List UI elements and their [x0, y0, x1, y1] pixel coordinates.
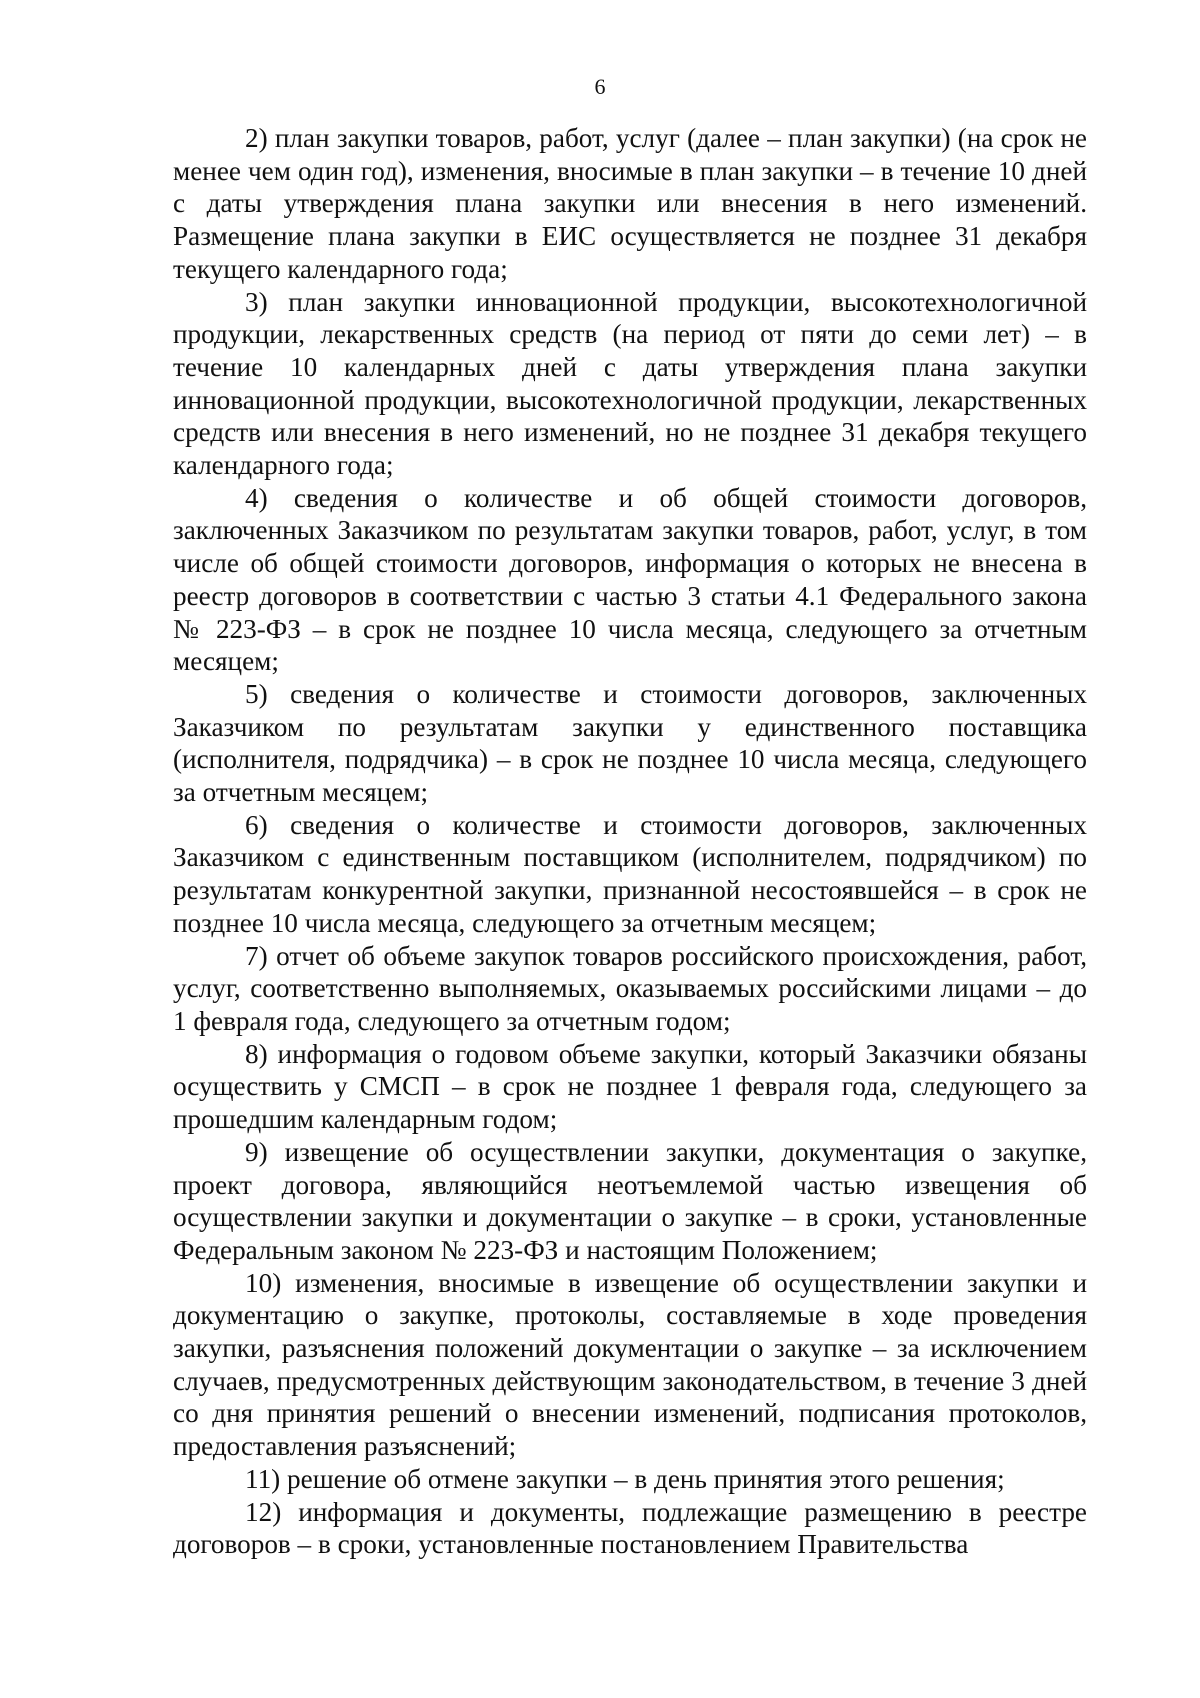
paragraph-item-12: 12) информация и документы, подлежащие размещению в реестре договоров – в сроки, установленные постановлением Правительства	[173, 1496, 1087, 1560]
paragraph-item-6: 6) сведения о количестве и стоимости договоров, заключенных Заказчиком с единственным поставщиком (исполнителем, подрядчиком) по результатам конкурентной закупки, признанной несостоявшейся – в срок не позднее 10 числа месяца, следующего за отчетным месяцем;	[173, 809, 1087, 938]
document-body	[173, 122, 1087, 1561]
paragraph-item-8: 8) информация о годовом объеме закупки, который Заказчики обязаны осуществить у СМСП – в срок не позднее 1 февраля года, следующего за прошедшим календарным годом;	[173, 1038, 1087, 1135]
page-number: 6	[594, 74, 606, 99]
paragraph-item-10: 10) изменения, вносимые в извещение об осуществлении закупки и документацию о закупке, протоколы, составляемые в ходе проведения закупки, разъяснения положений документации о закупке – за исключением случаев, предусмотренных действующим законодательством, в течение 3 дней со дня принятия решений о внесении изменений, подписания протоколов, предоставления разъяснений;	[173, 1267, 1087, 1462]
paragraph-item-9: 9) извещение об осуществлении закупки, документация о закупке, проект договора, являющийся неотъемлемой частью извещения об осуществлении закупки и документации о закупке – в сроки, установленные Федеральным законом № 223-ФЗ и настоящим Положением;	[173, 1136, 1087, 1265]
paragraph-item-3: 3) план закупки инновационной продукции, высокотехнологичной продукции, лекарственных средств (на период от пяти до семи лет) – в течение 10 календарных дней с даты утверждения плана закупки инновационной продукции, высокотехнологичной продукции, лекарственных средств или внесения в него изменений, но не позднее 31 декабря текущего календарного года;	[173, 286, 1087, 481]
paragraph-item-11: 11) решение об отмене закупки – в день принятия этого решения;	[245, 1463, 1005, 1494]
paragraph-item-4: 4) сведения о количестве и об общей стоимости договоров, заключенных Заказчиком по результатам закупки товаров, работ, услуг, в том числе об общей стоимости договоров, информация о которых не внесена в реестр договоров в соответствии с частью 3 статьи 4.1 Федерального закона № 223-ФЗ – в срок не позднее 10 числа месяца, следующего за отчетным месяцем;	[173, 482, 1087, 677]
paragraph-item-2: 2) план закупки товаров, работ, услуг (далее – план закупки) (на срок не менее чем один год), изменения, вносимые в план закупки – в течение 10 дней с даты утверждения плана закупки или внесения в него изменений. Размещение плана закупки в ЕИС осуществляется не позднее 31 декабря текущего календарного года;	[173, 123, 1087, 284]
paragraph-item-5: 5) сведения о количестве и стоимости договоров, заключенных Заказчиком по результатам закупки у единственного поставщика (исполнителя, подрядчика) – в срок не позднее 10 числа месяца, следующего за отчетным месяцем;	[173, 678, 1087, 808]
paragraph-item-7: 7) отчет об объеме закупок товаров российского происхождения, работ, услуг, соответственно выполняемых, оказываемых российскими лицами – до 1 февраля года, следующего за отчетным годом;	[173, 940, 1087, 1036]
